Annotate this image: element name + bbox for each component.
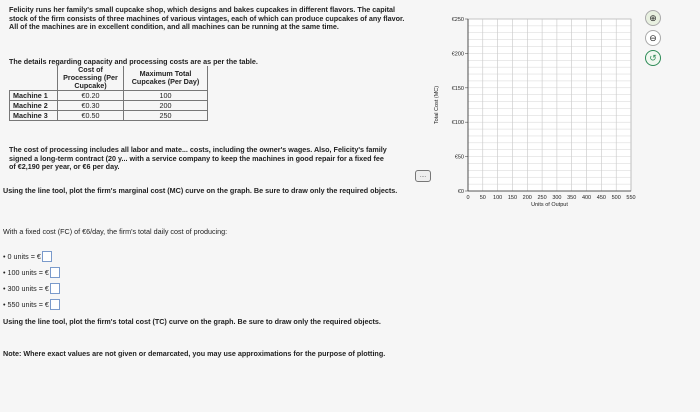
fixed-cost-prompt: With a fixed cost (FC) of €6/day, the firm's total daily cost of producing:: [3, 227, 228, 236]
row-label: Machine 1: [10, 91, 58, 101]
answer-label: 0 units = €: [7, 252, 41, 261]
row-label: Machine 3: [10, 111, 58, 121]
y-tick-label: €250: [451, 17, 464, 23]
panel-resize-handle[interactable]: ....: [415, 170, 431, 182]
answer-input[interactable]: [50, 283, 60, 294]
mc-instruction: Using the line tool, plot the firm's marginal cost (MC) curve on the graph. Be sure to draw only the required objects.: [3, 186, 398, 195]
cost-cell: €0.50: [58, 111, 124, 121]
x-tick-label: 300: [552, 195, 562, 201]
cost-cell: €0.30: [58, 101, 124, 111]
y-tick-label: €100: [451, 120, 464, 127]
answer-row: • 100 units = €: [3, 267, 60, 278]
max-cell: 250: [124, 111, 208, 121]
x-tick-label: 150: [507, 195, 518, 201]
y-axis-label: Total Cost (MC): [434, 85, 440, 125]
answer-label: 550 units = €: [7, 300, 49, 309]
table-row: [10, 101, 208, 111]
header-cost: Cost of Processing (Per Cupcake): [58, 66, 124, 91]
plot-area: [468, 19, 631, 191]
y-tick-label: €200: [451, 51, 464, 58]
zoom-in-icon[interactable]: ⊕: [645, 10, 661, 26]
answer-row: • 550 units = €: [3, 299, 60, 310]
x-tick-label: 550: [626, 195, 636, 201]
y-tick-label: €0: [457, 189, 464, 195]
tc-instruction: Using the line tool, plot the firm's total cost (TC) curve on the graph. Be sure to draw only the required objects.: [3, 317, 381, 326]
table-row: [10, 91, 208, 101]
x-tick-label: 200: [522, 195, 532, 201]
x-tick-label: 50: [479, 195, 486, 201]
cost-cell: €0.20: [58, 91, 124, 101]
answer-input[interactable]: [50, 299, 60, 310]
answer-row: • 0 units = €: [3, 251, 52, 262]
answer-input[interactable]: [42, 251, 52, 262]
y-tick-label: €150: [451, 85, 464, 92]
header-max: Maximum Total Cupcakes (Per Day): [124, 66, 208, 91]
row-label: Machine 2: [10, 101, 58, 111]
machine-cost-table: [9, 66, 208, 121]
x-tick-label: 250: [537, 195, 547, 201]
zoom-out-icon[interactable]: ⊖: [645, 30, 661, 46]
reset-icon[interactable]: ↺: [645, 50, 661, 66]
details-text: The details regarding capacity and processing costs are as per the table.: [9, 57, 258, 66]
answer-label: 300 units = €: [7, 284, 49, 293]
x-axis-label: Units of Output: [531, 202, 568, 208]
x-tick-label: 100: [493, 195, 503, 201]
answer-row: • 300 units = €: [3, 283, 60, 294]
max-cell: 200: [124, 101, 208, 111]
x-tick-label: 350: [567, 195, 577, 201]
x-tick-label: 0: [466, 195, 470, 201]
cost-text: The cost of processing includes all labor and mate... costs, including the owner's wages. Also, Felicity's family signed a long-term contract (20 y... with a service company to keep the machines in good repair for a fixed fee of €2,190 per year, or €6 per day.: [9, 145, 387, 172]
answer-input[interactable]: [50, 267, 60, 278]
y-tick-label: €50: [454, 154, 464, 161]
answer-label: 100 units = €: [7, 268, 49, 277]
intro-text: Felicity runs her family's small cupcake shop, which designs and bakes cupcakes in different flavors. The capital stock of the firm consists of three machines of various vintages, each of which can produce cupcakes of any flavor. All of the machines are in excellent condition, and all machines can be running at the same time.: [9, 5, 405, 32]
x-tick-label: 500: [611, 195, 621, 201]
max-cell: 100: [124, 91, 208, 101]
table-row: [10, 111, 208, 121]
x-tick-label: 450: [596, 195, 606, 201]
note-text: Note: Where exact values are not given or demarcated, you may use approximations for the purpose of plotting.: [3, 349, 386, 358]
x-tick-label: 400: [581, 195, 592, 201]
